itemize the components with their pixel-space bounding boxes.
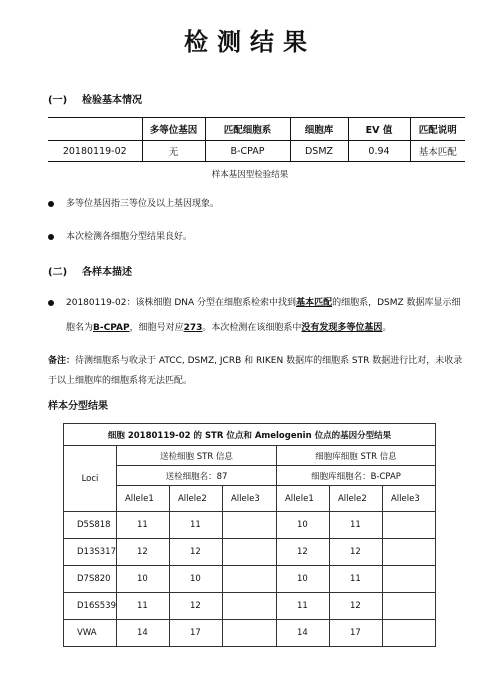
table-row [64, 620, 436, 647]
allele-cell [382, 539, 435, 566]
cell-bank-cell: DSMZ [290, 141, 348, 162]
allele-cell: 10 [116, 566, 169, 593]
allele-cell [382, 593, 435, 620]
match-status: 基本匹配 [296, 298, 333, 308]
section-label: 检验基本情况 [82, 95, 142, 106]
sample-id-cell: 20180119-02 [62, 145, 127, 157]
allele-cell: 12 [329, 539, 382, 566]
loci-header: Loci [64, 446, 117, 512]
allele-cell: 14 [116, 620, 169, 647]
multi-allele-cell: 无 [142, 141, 205, 162]
table-row [48, 141, 465, 162]
allele-cell: 12 [329, 593, 382, 620]
bullet-icon [48, 300, 54, 306]
allele-cell: 17 [169, 620, 222, 647]
submitted-cell-group-header: 送检细胞 STR 信息 [116, 446, 276, 466]
table-row [64, 566, 436, 593]
header-cell [48, 118, 142, 141]
locus-cell: VWA [64, 620, 117, 647]
allele-header: Allele2 [169, 486, 222, 512]
allele-header: Allele1 [116, 486, 169, 512]
section-number: (二) [48, 267, 68, 278]
table-row [64, 593, 436, 620]
multi-allele-finding: 没有发现多等位基因 [301, 323, 383, 333]
header-cell: 多等位基因 [142, 118, 205, 141]
allele-cell [382, 512, 435, 539]
remark-text: 待测细胞系与收录于 ATCC, DSMZ, JCRB 和 RIKEN 数据库的细胞系 STR 数据进行比对，未收录于以上细胞库的细胞系将无法匹配。 [48, 356, 463, 386]
locus-cell: D7S820 [64, 566, 117, 593]
submitted-cell-name: 送检细胞名：87 [116, 466, 276, 486]
allele-cell: 11 [169, 512, 222, 539]
basic-result-table [48, 117, 465, 162]
cell-name: B-CPAP [93, 323, 130, 333]
allele-cell [222, 512, 276, 539]
allele-cell: 10 [169, 566, 222, 593]
list-item-text: 本次检测各细胞分型结果良好。 [66, 232, 193, 242]
section-label: 各样本描述 [82, 267, 132, 278]
section-heading-basic [48, 91, 142, 106]
section-number: (一) [48, 95, 68, 106]
str-genotype-table [63, 423, 436, 647]
page-title: 检测结果 [184, 28, 316, 56]
list-item [48, 192, 468, 217]
allele-cell: 11 [116, 512, 169, 539]
header-cell: 匹配细胞系 [205, 118, 290, 141]
allele-cell: 12 [276, 539, 329, 566]
allele-cell [382, 566, 435, 593]
matched-cell-line-cell: B-CPAP [205, 141, 290, 162]
bullet-icon [48, 201, 54, 207]
allele-cell: 10 [276, 512, 329, 539]
match-note-cell: 基本匹配 [410, 141, 465, 162]
table-caption: 样本基因型检验结果 [211, 170, 289, 180]
allele-cell: 12 [169, 593, 222, 620]
bank-cell-name: 细胞库细胞名：B-CPAP [276, 466, 435, 486]
cell-number: 273 [183, 323, 203, 333]
locus-cell: D16S539 [64, 593, 117, 620]
header-cell: 细胞库 [290, 118, 348, 141]
locus-cell: D13S317 [64, 539, 117, 566]
allele-cell: 14 [276, 620, 329, 647]
bullet-icon [48, 234, 54, 240]
allele-header: Allele2 [329, 486, 382, 512]
ev-value-cell: 0.94 [348, 141, 410, 162]
allele-cell: 11 [116, 593, 169, 620]
allele-cell [222, 593, 276, 620]
table-header-row [48, 118, 465, 141]
header-cell: 匹配说明 [410, 118, 465, 141]
allele-cell: 17 [329, 620, 382, 647]
section-heading-description [48, 263, 132, 278]
results-heading: 样本分型结果 [48, 401, 108, 412]
allele-cell: 11 [329, 566, 382, 593]
remark-paragraph [48, 351, 463, 391]
sample-description [48, 291, 468, 341]
header-cell: EV 值 [348, 118, 410, 141]
description-text: 20180119-02：该株细胞 DNA 分型在细胞系检索中找到基本匹配的细胞系，DSMZ 数据库显示细胞名为B-CPAP，细胞号对应273。本次检测在该细胞系中没有发现多等位基因。 [66, 298, 461, 333]
list-item-text: 多等位基因指三等位及以上基因现象。 [66, 199, 220, 209]
allele-header: Allele3 [222, 486, 276, 512]
remark-label: 备注： [48, 356, 76, 366]
allele-header: Allele1 [276, 486, 329, 512]
locus-cell: D5S818 [64, 512, 117, 539]
bank-cell-group-header: 细胞库细胞 STR 信息 [276, 446, 435, 466]
list-item [48, 225, 468, 250]
genotype-table-caption: 细胞 20180119-02 的 STR 位点和 Amelogenin 位点的基因分型结果 [64, 424, 436, 446]
table-row [64, 512, 436, 539]
allele-cell [222, 620, 276, 647]
allele-cell [222, 539, 276, 566]
allele-cell [382, 620, 435, 647]
allele-cell: 10 [276, 566, 329, 593]
allele-cell: 11 [329, 512, 382, 539]
table-row [64, 539, 436, 566]
allele-header: Allele3 [382, 486, 435, 512]
allele-cell [222, 566, 276, 593]
allele-cell: 12 [169, 539, 222, 566]
allele-cell: 12 [116, 539, 169, 566]
allele-cell: 11 [276, 593, 329, 620]
